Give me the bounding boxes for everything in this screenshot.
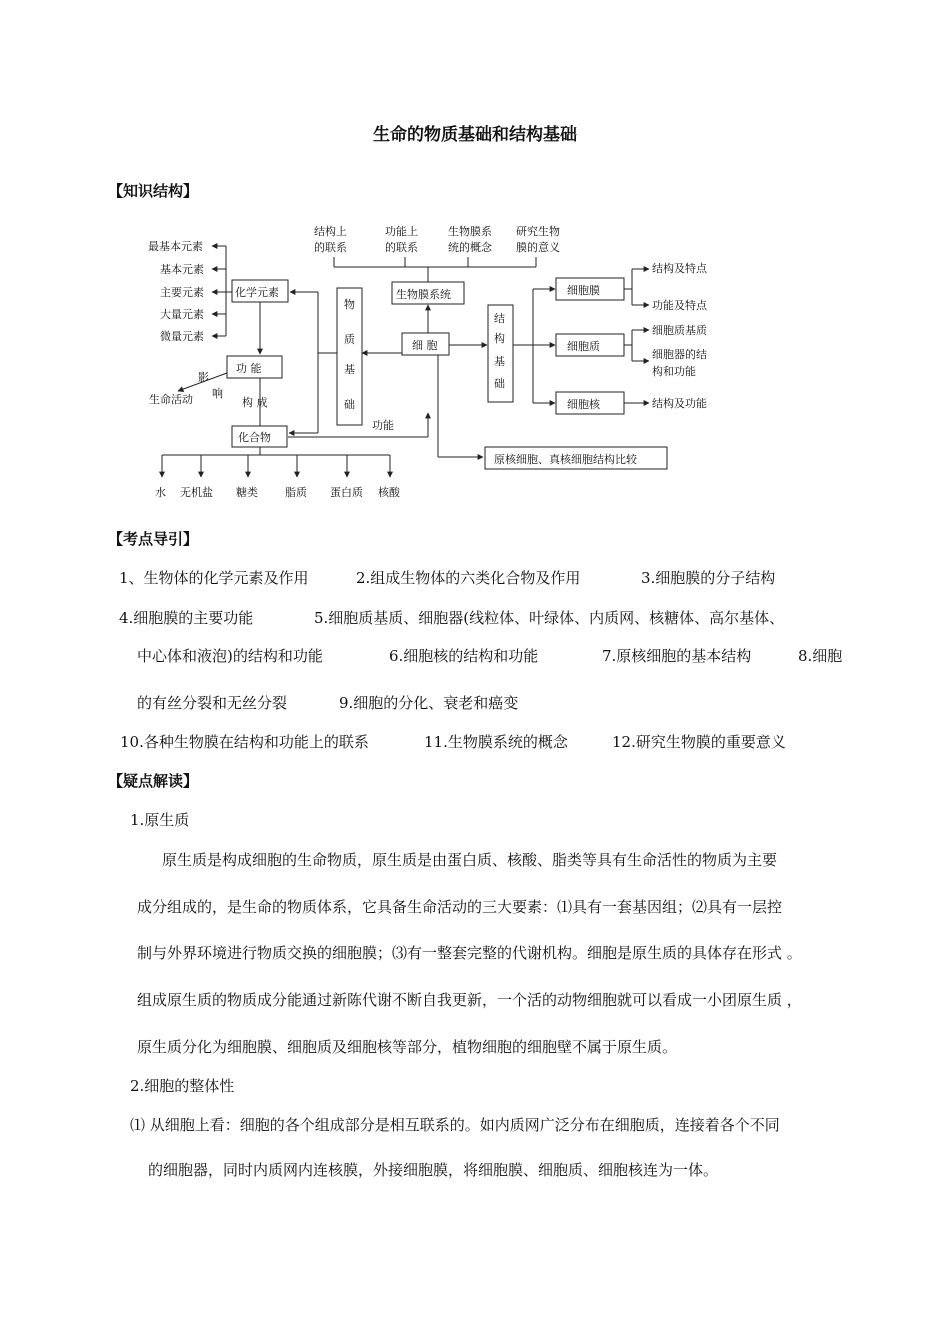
exam-point-8: 8.细胞: [798, 647, 843, 665]
top-label-2b: 的联系: [385, 241, 418, 254]
exam-point-1: 1、生物体的化学元素及作用: [119, 569, 309, 587]
membrane-label: 细胞膜: [567, 284, 600, 297]
biomembrane-system-label: 生物膜系统: [396, 288, 451, 301]
protoplasm-para-line-1: 原生质是构成细胞的生命物质，原生质是由蛋白质、核酸、脂类等具有生命活性的物质为主要: [162, 851, 778, 869]
structure-basis-2: 构: [494, 332, 505, 345]
cytoplasm-part-0: 细胞质基质: [652, 324, 707, 337]
compound-type-0: 水: [155, 486, 166, 499]
cytoplasm-part-1: 细胞器的结: [652, 348, 707, 361]
nucleus-feature: 结构及功能: [652, 397, 707, 410]
exam-point-2: 2.组成生物体的六类化合物及作用: [356, 569, 581, 587]
nucleus-label: 细胞核: [567, 398, 600, 411]
top-label-1b: 的联系: [314, 241, 347, 254]
element-label-0: 最基本元素: [148, 240, 203, 253]
constitute-label: 构 成: [242, 396, 268, 409]
exam-point-6: 6.细胞核的结构和功能: [389, 647, 539, 665]
protoplasm-para-line-5: 原生质分化为细胞膜、细胞质及细胞核等部分，植物细胞的细胞壁不属于原生质。: [137, 1038, 678, 1056]
top-label-4a: 研究生物: [516, 225, 560, 238]
exam-point-4: 4.细胞膜的主要功能: [119, 609, 254, 627]
top-labels: [314, 224, 560, 254]
compound-type-3: 脂质: [285, 486, 307, 499]
exam-point-9: 9.细胞的分化、衰老和癌变: [339, 694, 519, 712]
compound-type-1: 无机盐: [180, 486, 213, 499]
subsection-1-heading: 1.原生质: [130, 811, 190, 829]
cytoplasm-part-2: 构和功能: [652, 365, 696, 378]
compare-label: 原核细胞、真核细胞结构比较: [494, 453, 637, 466]
compound-type-2: 糖类: [236, 486, 258, 499]
function-box-label: 功 能: [236, 362, 262, 375]
protoplasm-para-line-4: 组成原生质的物质成分能通过新陈代谢不断自我更新，一个活的动物细胞就可以看成一小团原生质 ，: [137, 991, 802, 1009]
exam-point-8-cont: 的有丝分裂和无丝分裂: [137, 694, 288, 712]
structure-basis-3: 基: [494, 355, 505, 368]
element-label-4: 微量元素: [160, 330, 204, 343]
structure-basis-1: 结: [494, 312, 505, 325]
top-label-4b: 膜的意义: [516, 241, 560, 254]
exam-point-3: 3.细胞膜的分子结构: [641, 569, 776, 587]
function-label: 功能: [372, 419, 394, 432]
compounds-label: 化合物: [238, 431, 271, 444]
section-difficulties: 【疑点解读】: [108, 772, 199, 790]
protoplasm-para-line-3: 制与外界环境进行物质交换的细胞膜；⑶有一整套完整的代谢机构。细胞是原生质的具体存在形式 。: [137, 944, 802, 962]
cytoplasm-label: 细胞质: [567, 340, 600, 353]
exam-point-12: 12.研究生物膜的重要意义: [612, 733, 786, 751]
element-label-3: 大量元素: [160, 308, 204, 321]
top-label-3b: 统的概念: [448, 241, 492, 254]
subsection-2-heading: 2.细胞的整体性: [130, 1077, 235, 1095]
material-basis-1: 物: [344, 298, 355, 311]
exam-point-5: 5.细胞质基质、细胞器(线粒体、叶绿体、内质网、核糖体、高尔基体、: [314, 609, 785, 627]
page-title: 生命的物质基础和结构基础: [373, 125, 577, 145]
cell-label: 细 胞: [412, 339, 438, 352]
chem-elements-label: 化学元素: [235, 286, 279, 299]
knowledge-structure-diagram: [140, 215, 740, 507]
compound-type-5: 核酸: [378, 486, 400, 499]
influence-1: 影: [198, 371, 209, 384]
material-basis-2: 质: [344, 333, 355, 346]
exam-point-5-cont: 中心体和液泡)的结构和功能: [137, 647, 323, 665]
material-basis-4: 础: [344, 398, 355, 411]
section-exam-points: 【考点导引】: [108, 530, 199, 548]
material-basis-3: 基: [344, 363, 355, 376]
top-label-3a: 生物膜系: [448, 225, 492, 238]
structure-basis-4: 础: [494, 377, 505, 390]
element-label-1: 基本元素: [160, 263, 204, 276]
compound-type-4: 蛋白质: [330, 486, 363, 499]
exam-point-7: 7.原核细胞的基本结构: [602, 647, 752, 665]
exam-point-10: 10.各种生物膜在结构和功能上的联系: [120, 733, 369, 751]
top-label-2a: 功能上: [385, 225, 418, 238]
top-label-1a: 结构上: [314, 225, 347, 238]
influence-2: 响: [212, 387, 223, 400]
cell-integrity-para-line-2: 的细胞器，同时内质网内连核膜，外接细胞膜，将细胞膜、细胞质、细胞核连为一体。: [148, 1161, 719, 1179]
element-label-2: 主要元素: [160, 286, 204, 299]
exam-point-11: 11.生物膜系统的概念: [424, 733, 568, 751]
life-activity-label: 生命活动: [149, 393, 193, 406]
membrane-feature-1: 功能及特点: [652, 299, 707, 312]
membrane-feature-0: 结构及特点: [652, 262, 707, 275]
protoplasm-para-line-2: 成分组成的，是生命的物质体系，它具备生命活动的三大要素：⑴具有一套基因组；⑵具有一层控: [137, 898, 783, 916]
cell-integrity-para-line-1: ⑴ 从细胞上看：细胞的各个组成部分是相互联系的。如内质网广泛分布在细胞质，连接着各个不同: [130, 1116, 780, 1134]
section-knowledge-structure: 【知识结构】: [108, 182, 199, 200]
